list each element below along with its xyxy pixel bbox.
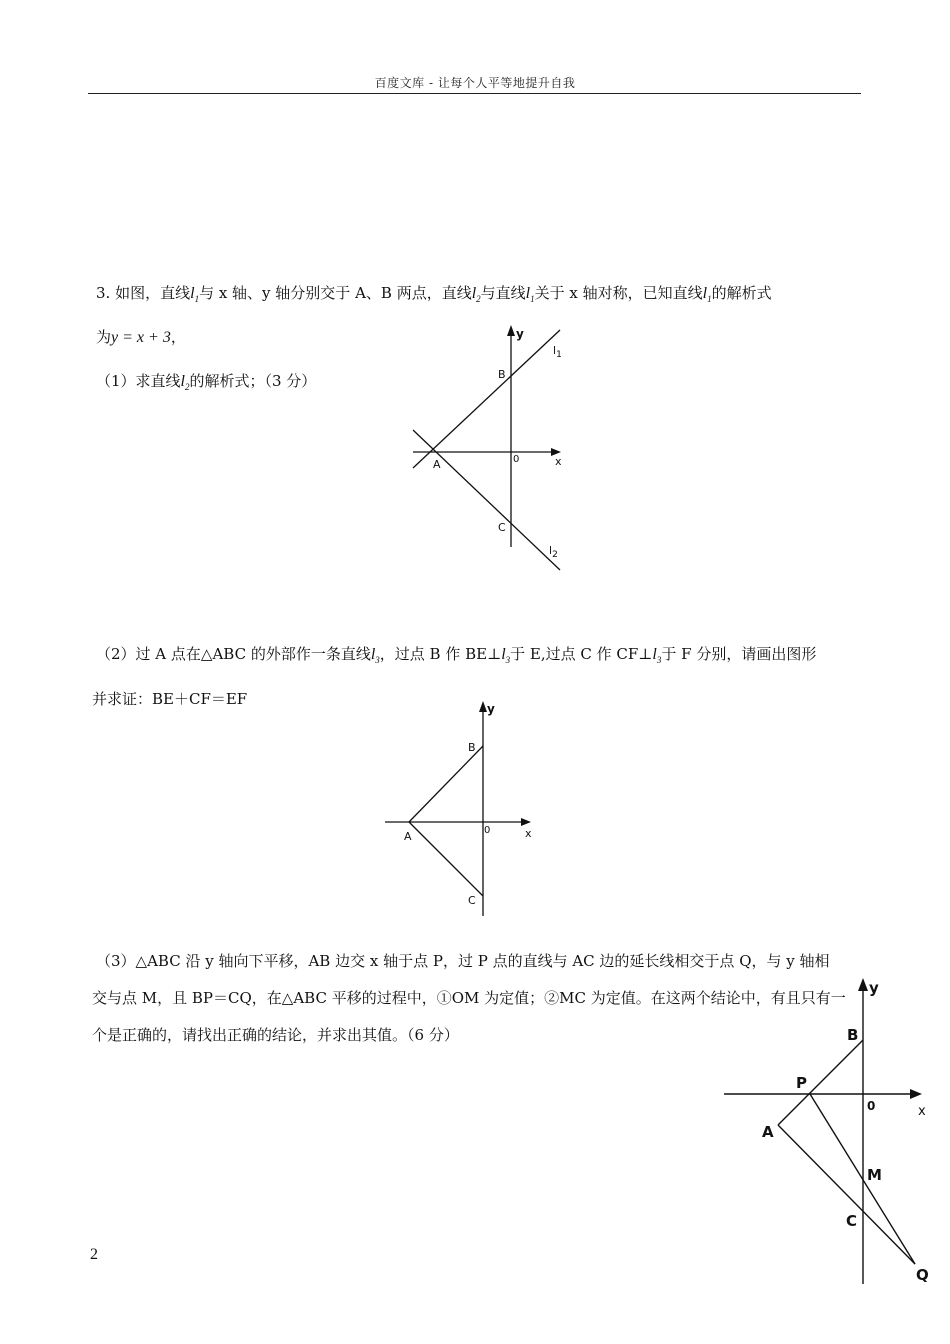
- line-l3-symbol: $l_3$: [652, 646, 662, 666]
- x-axis-label: x: [918, 1104, 926, 1119]
- line-l2-symbol: $l_2$: [471, 285, 481, 305]
- x-axis-label: x: [525, 827, 532, 840]
- x-axis-arrow: [910, 1089, 922, 1099]
- segment-ac: [409, 822, 483, 896]
- line-l1-symbol: $l_1$: [190, 285, 200, 305]
- problem-intro-line2: [96, 326, 186, 347]
- point-p-label: P: [796, 1074, 807, 1092]
- line-l1-symbol: $l_1$: [702, 285, 712, 305]
- intro-text-4: 关于 x 轴对称，已知直线: [534, 284, 703, 302]
- q1-prefix: （1）求直线: [96, 372, 181, 390]
- segment-ac-extended: [778, 1125, 915, 1264]
- figure-1: [405, 322, 575, 577]
- question-3-line2: 交与点 M，且 BP＝CQ，在△ABC 平移的过程中，①OM 为定值；②MC 为定值。在这两个结论中，有且只有一: [92, 989, 846, 1007]
- figure-2: [380, 698, 540, 923]
- q2-text-4: 于 F 分别，请画出图形: [661, 645, 817, 663]
- y-axis-label: y: [869, 979, 879, 997]
- point-c-label: C: [498, 521, 506, 534]
- page-number: 2: [90, 1246, 98, 1263]
- q2-text-3: 于 E,过点 C 作 CF⊥: [510, 645, 653, 663]
- line-l3-symbol: $l_3$: [501, 646, 511, 666]
- question-3-line1: （3）△ABC 沿 y 轴向下平移，AB 边交 x 轴于点 P，过 P 点的直线与 AC 边的延长线相交于点 Q，与 y 轴相: [96, 952, 830, 970]
- intro-text-2: 与 x 轴、y 轴分别交于 A、B 两点，直线: [199, 284, 472, 302]
- y-axis-arrow: [479, 701, 487, 712]
- q2-text-2: ，过点 B 作 BE⊥: [379, 645, 502, 663]
- q1-suffix: 的解析式；（3 分）: [189, 372, 317, 390]
- origin-label: 0: [484, 825, 491, 836]
- origin-label: 0: [867, 1099, 876, 1113]
- point-a-label: A: [762, 1123, 774, 1141]
- question-2-line1: [96, 643, 816, 665]
- y-axis-label: y: [516, 327, 524, 341]
- line-l1-label: $l_1$: [553, 344, 562, 360]
- problem-intro-line1: [96, 282, 772, 304]
- point-b-label: B: [468, 741, 476, 754]
- intro-line2-prefix: 为: [96, 328, 112, 346]
- y-axis-arrow: [858, 978, 868, 991]
- y-axis-arrow: [507, 325, 515, 336]
- point-a-label: A: [404, 830, 412, 843]
- line-l1-symbol: $l_1$: [525, 285, 535, 305]
- question-1: [96, 370, 316, 392]
- segment-ab: [409, 746, 483, 822]
- point-m-label: M: [867, 1166, 882, 1184]
- figure-3: [720, 972, 945, 1287]
- origin-label: 0: [513, 454, 520, 465]
- line-l2-label: $l_2$: [549, 544, 558, 560]
- question-2-line2: 并求证：BE＋CF＝EF: [92, 690, 248, 708]
- header-divider: [88, 93, 861, 94]
- line-l2-symbol: $l_2$: [180, 373, 190, 393]
- x-axis-label: x: [555, 455, 562, 468]
- point-c-label: C: [846, 1212, 858, 1230]
- intro-text-5: 的解析式: [711, 284, 772, 302]
- line-l1: [413, 330, 560, 468]
- point-b-label: B: [498, 368, 506, 381]
- y-axis-label: y: [487, 702, 495, 716]
- point-q-label: Q: [916, 1266, 929, 1284]
- intro-text-3: 与直线: [480, 284, 526, 302]
- problem-number: 3.: [96, 284, 111, 302]
- x-axis-arrow: [521, 818, 531, 826]
- point-b-label: B: [847, 1026, 859, 1044]
- q2-text-1: （2）过 A 点在△ABC 的外部作一条直线: [96, 645, 371, 663]
- equation: y = x + 3: [111, 329, 171, 346]
- line-l3-symbol: $l_3$: [370, 646, 380, 666]
- page-header: 百度文库 - 让每个人平等地提升自我: [374, 76, 576, 90]
- line-l2: [413, 430, 560, 570]
- intro-line2-suffix: ，: [170, 328, 186, 346]
- intro-text-1: 如图，直线: [115, 284, 191, 302]
- point-c-label: C: [468, 894, 476, 907]
- point-a-label: A: [433, 458, 441, 471]
- question-3-line3: 个是正确的，请找出正确的结论，并求出其值。（6 分）: [92, 1026, 459, 1044]
